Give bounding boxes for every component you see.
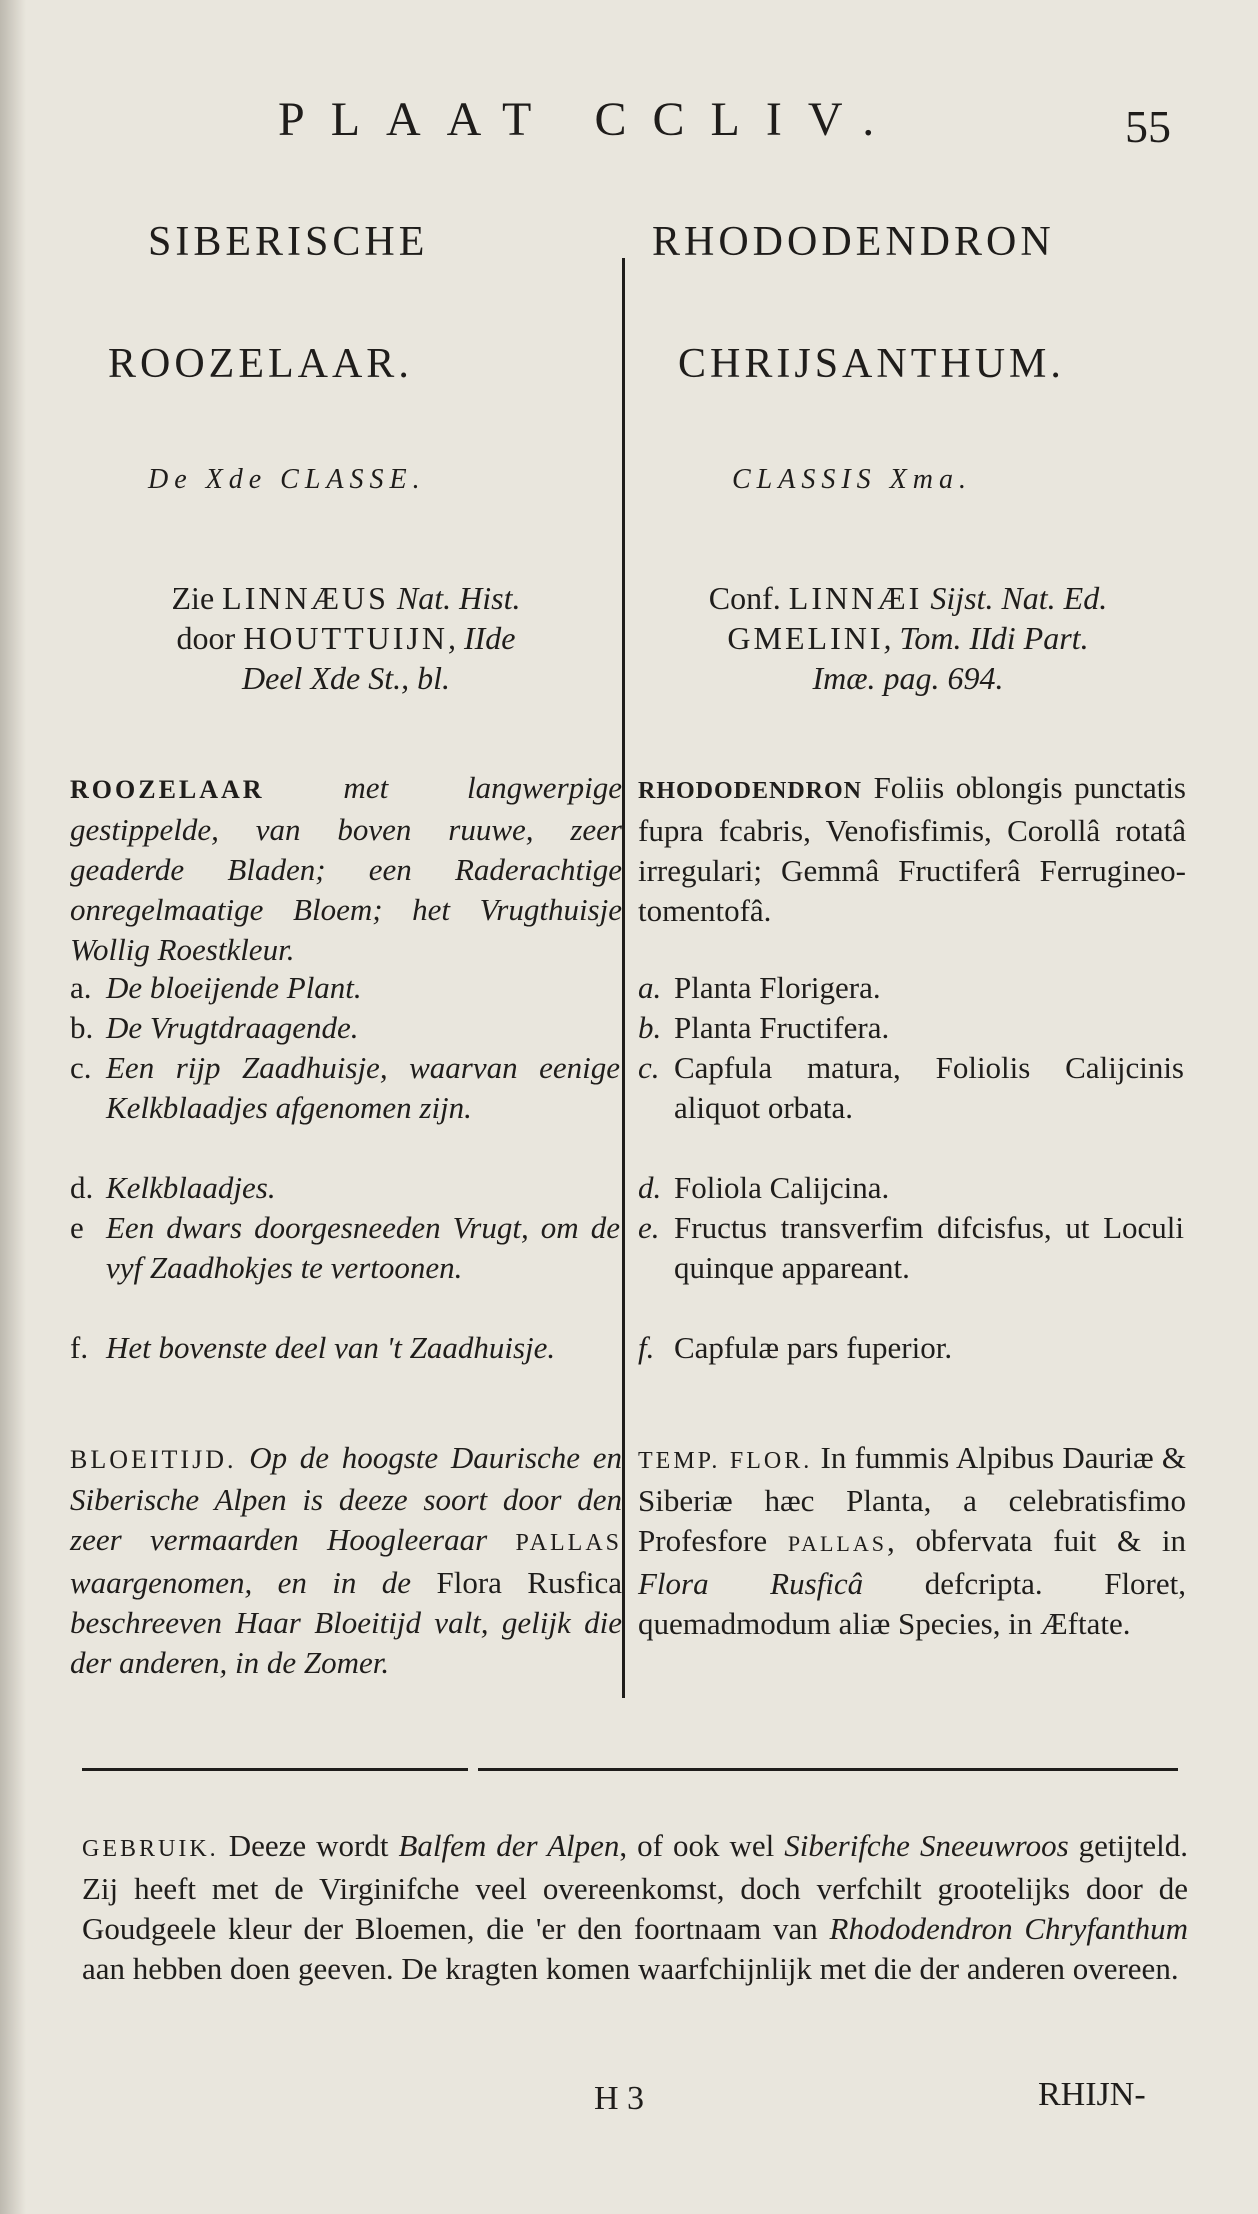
- left-flowering-paragraph: BLOEITIJD. Op de hoogste Daurische en Siberische Alpen is deeze soort door den zeer vermaarden Hoogleeraar PALLAS waargenomen, en in de Flora Rusfica beschreeven Haar Bloeitijd valt, gelijk die der anderen, in de Zomer.: [70, 1440, 622, 1680]
- author-linnaei: LINNÆI: [788, 580, 923, 616]
- rule-left: [82, 1768, 468, 1771]
- book-page: PLAAT CCLIV. 55 SIBERISCHE ROOZELAAR. De Xde CLASSE. Zie LINNÆUS Nat. Hist. door HOUTTUIJN, IIde Deel Xde St., bl. ROOZELAAR met langwerpige gestippelde, van boven ruuwe, zeer geaderde Bladen; een Raderachtige onregelmaatige Bloem; het Vrugthuisje Wollig Roestkleur. a. De bloeijende Plant. b. De Vrugtdraagende. c. Een rijp Zaadhuisje, waarvan eenige Kelkblaadjes afgenomen zijn. d. Kelkblaadjes. e Een dwars doorgesneeden Vrugt, om de vyf Zaadhokjes te vertoonen. f. Het bovenste deel van 't Zaadhuisje. BLOEITIJD. Op de hoogste Daurische en Siberische Alpen is deeze soort door den zeer vermaarden Hoogleeraar PALLAS waargenomen, en in de Flora Rusfica beschreeven Haar Bloeitijd valt, gelijk die der anderen, in de Zomer. RHODODENDRON CHRIJSANTHUM. CLASSIS Xma. Conf. LINNÆI Sijst. Nat. Ed. GMELINI, Tom. IIdi Part. Imæ. pag. 694. RHODODENDRON Foliis oblongis punctatis fupra fcabris, Venofisfimis, Corollâ rotatâ irregulari; Gemmâ Fructiferâ Ferrugineo-tomentofâ. a. Planta Florigera. b. Planta Fructifera. c. Capfula matura, Foliolis Calijcinis aliquot orbata. d. Foliola Calijcina. e. Fructus transverfim difcisfus, ut Loculi quinque appareant. f. Capfulæ pars fuperior. TEMP. FLOR. In fummis Alpibus Dauriæ & Siberiæ hæc Planta, a celebratisfimo Profesfore PALLAS, obfervata fuit & in Flora Rusficâ defcripta. Floret, quemadmodum aliæ Species, in Æftate. GEBRUIK. Deeze wordt Balfem der Alpen, of ook wel Siberifche Sneeuwroos getijteld. Zij heeft met de Virginifche veel overeenkomst, doch verfchilt grootelijks door de Goudgeele kleur der Bloemen, die 'er den foortnaam van Rhododendron Chryfanthum aan hebben doen geeven. De kragten komen waarfchijnlijk met die der anderen overeen. H 3 RHIJN-: [0, 0, 1258, 2214]
- author-linnaeus: LINNÆUS: [222, 580, 389, 616]
- right-reference: Conf. LINNÆI Sijst. Nat. Ed. GMELINI, Tom. IIdi Part. Imæ. pag. 694.: [708, 580, 1108, 696]
- right-title-line1: RHODODENDRON: [652, 219, 1055, 265]
- rule-right: [478, 1768, 1178, 1771]
- author-houttuijn: HOUTTUIJN: [243, 620, 448, 656]
- signature-mark: H 3: [594, 2080, 645, 2117]
- usage-paragraph: GEBRUIK. Deeze wordt Balfem der Alpen, of ook wel Siberifche Sneeuwroos getijteld. Zij heeft met de Virginifche veel overeenkomst, doch verfchilt grootelijks door de Goudgeele kleur der Bloemen, die 'er den foortnaam van Rhododendron Chryfanthum aan hebben doen geeven. De kragten komen waarfchijnlijk met die der anderen overeen.: [82, 1828, 1188, 1986]
- author-gmelini: GMELINI: [727, 620, 884, 656]
- left-description: ROOZELAAR met langwerpige gestippelde, van boven ruuwe, zeer geaderde Bladen; een Raderachtige onregelmaatige Bloem; het Vrugthuisje Wollig Roestkleur.: [70, 770, 623, 967]
- page-number: 55: [1125, 101, 1171, 152]
- running-header: [0, 92, 1258, 152]
- right-flowering-paragraph: TEMP. FLOR. In fummis Alpibus Dauriæ & Siberiæ hæc Planta, a celebratisfimo Profesfore PALLAS, obfervata fuit & in Flora Rusficâ defcripta. Floret, quemadmodum aliæ Species, in Æftate.: [638, 1440, 1187, 1641]
- right-title-line2: CHRIJSANTHUM.: [678, 341, 1065, 387]
- left-class-heading: De Xde CLASSE.: [148, 464, 426, 495]
- right-class-heading: CLASSIS Xma.: [732, 464, 972, 495]
- catchword: RHIJN-: [1038, 2076, 1146, 2113]
- left-title-line2: ROOZELAAR.: [108, 341, 413, 387]
- right-description: RHODODENDRON Foliis oblongis punctatis fupra fcabris, Venofisfimis, Corollâ rotatâ irregulari; Gemmâ Fructiferâ Ferrugineo-tomentofâ.: [638, 770, 1186, 928]
- column-divider: [622, 258, 625, 1698]
- left-reference: Zie LINNÆUS Nat. Hist. door HOUTTUIJN, IIde Deel Xde St., bl.: [171, 580, 521, 696]
- plate-heading: PLAAT CCLIV.: [278, 93, 901, 146]
- left-title-line1: SIBERISCHE: [148, 219, 429, 265]
